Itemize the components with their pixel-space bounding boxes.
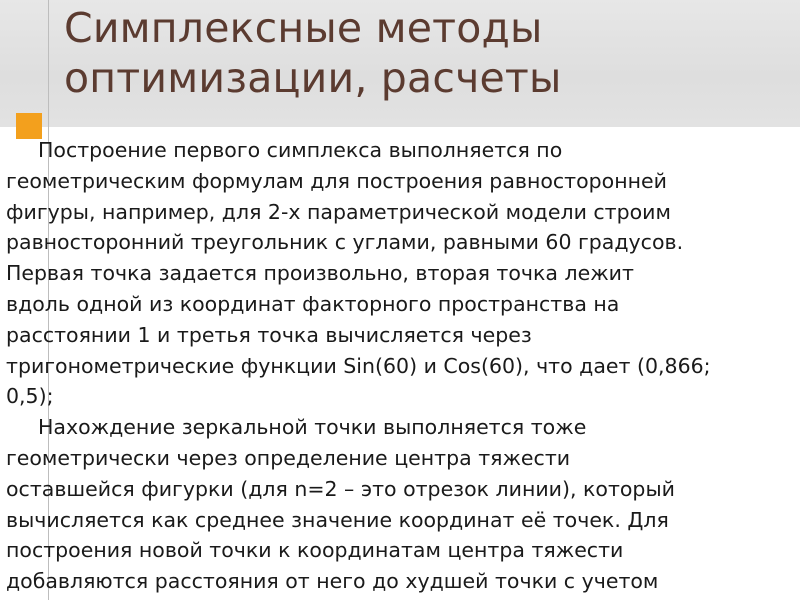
- body-line: вычисляется как среднее значение координат её точек. Для: [6, 507, 669, 532]
- body-line: построения новой точки к координатам центра тяжести: [6, 538, 624, 563]
- body-line: расстоянии 1 и третья точка вычисляется через: [6, 322, 532, 347]
- body-line: равносторонний треугольник с углами, равными 60 градусов.: [6, 230, 684, 255]
- body-line: геометрическим формулам для построения равносторонней: [6, 168, 667, 193]
- body-line: Нахождение зеркальной точки выполняется тоже: [38, 415, 587, 440]
- body-line: Первая точка задается произвольно, вторая точка лежит: [6, 261, 634, 286]
- body-line: тригонометрические функции Sin(60) и Cos(60), что дает (0,866;: [6, 353, 711, 378]
- body-line: Построение первого симплекса выполняется по: [38, 138, 563, 162]
- body-line: геометрически через определение центра тяжести: [6, 445, 571, 470]
- body-line: вдоль одной из координат факторного пространства на: [6, 291, 620, 316]
- body-line: 0,5);: [6, 384, 54, 409]
- slide-title-line-2: оптимизации, расчеты: [64, 54, 562, 102]
- body-line: добавляются расстояния от него до худшей точки с учетом: [6, 569, 659, 594]
- body-line: оставшейся фигурки (для n=2 – это отрезок линии), который: [6, 476, 675, 501]
- body-line: фигуры, например, для 2-х параметрической модели строим: [6, 199, 671, 224]
- slide-title: [64, 3, 764, 103]
- slide-body: [6, 135, 796, 597]
- slide-title-line-1: Симплексные методы: [64, 4, 543, 52]
